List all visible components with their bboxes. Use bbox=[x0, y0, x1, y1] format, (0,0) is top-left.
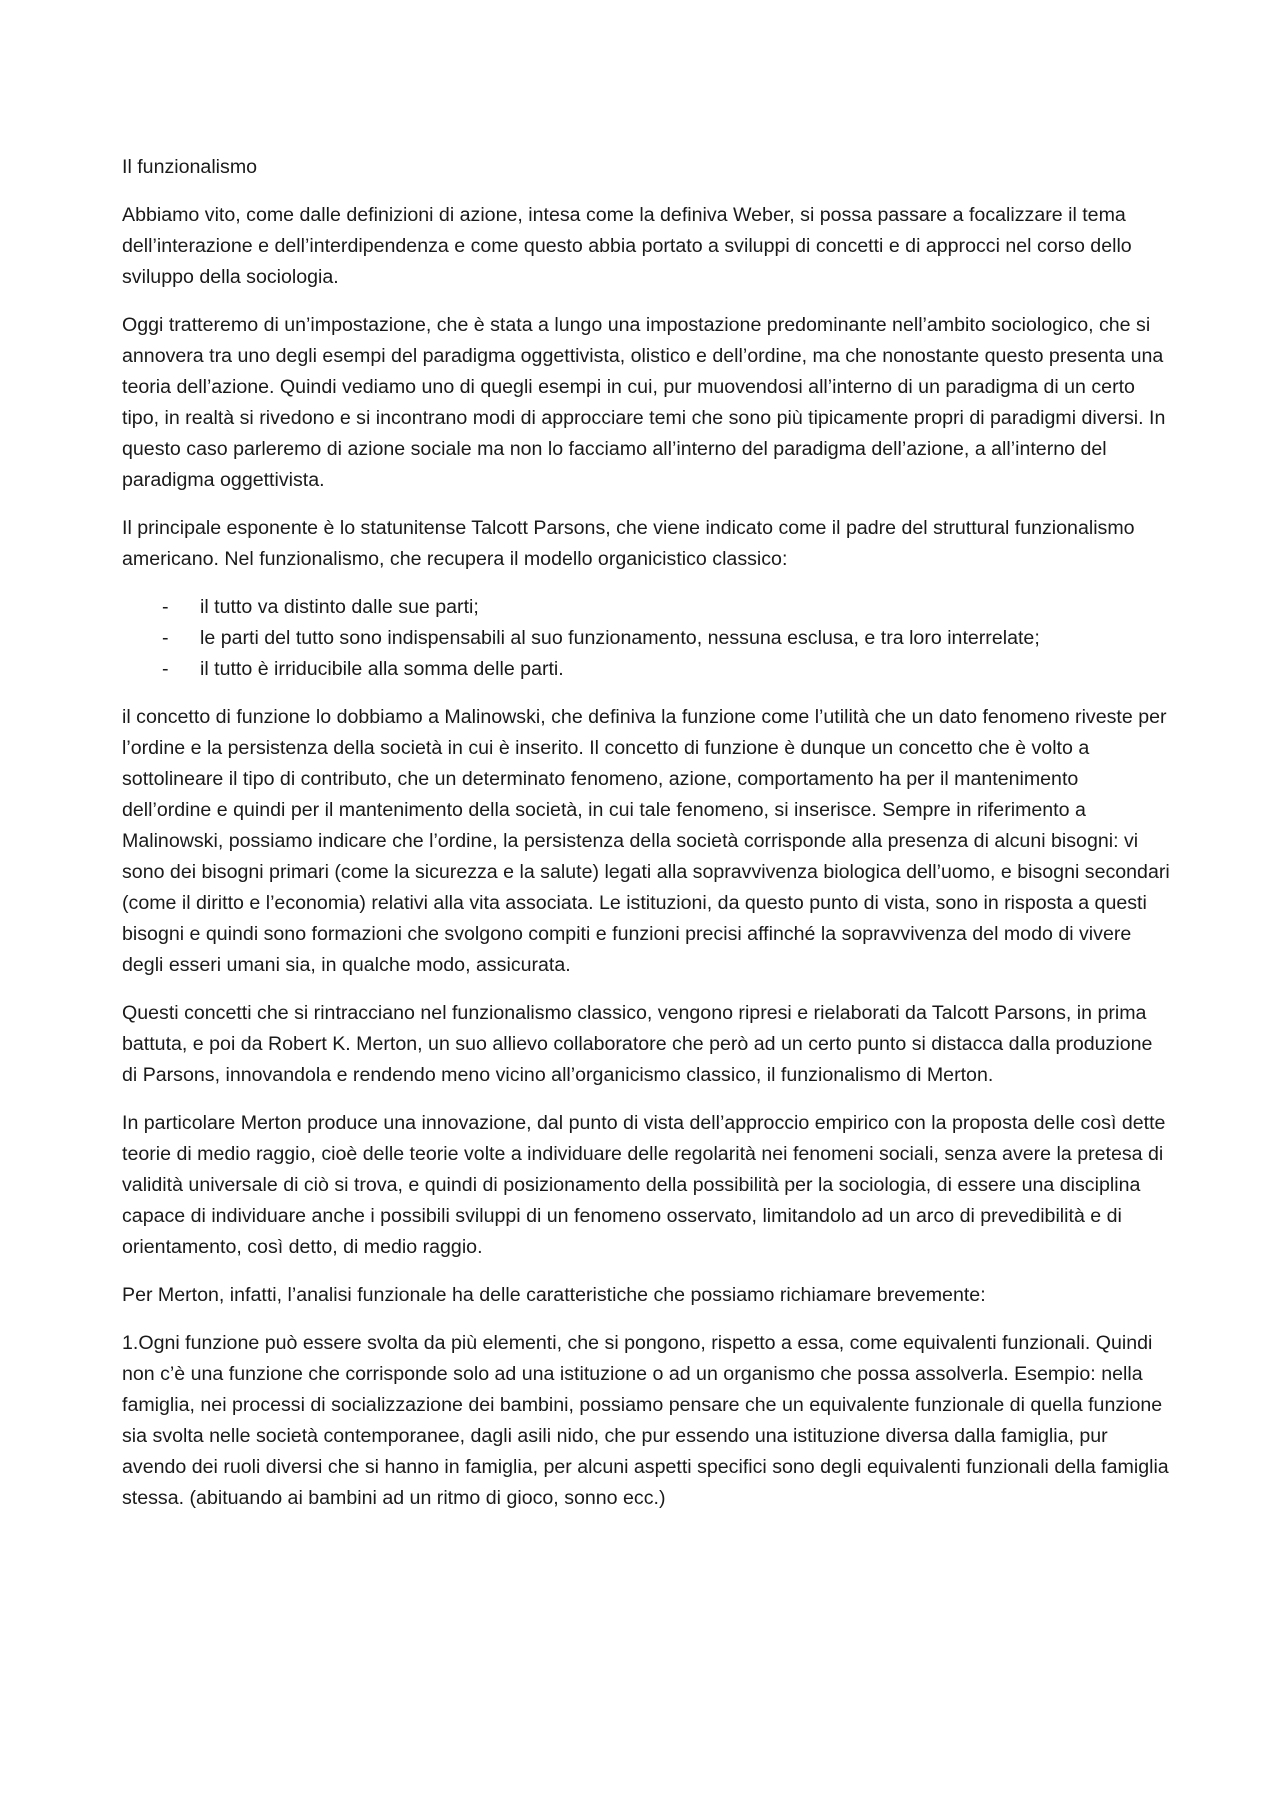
bullet-list bbox=[122, 592, 1172, 685]
paragraph-body-5: 1.Ogni funzione può essere svolta da più elementi, che si pongono, rispetto a essa, come equivalenti funzionali. Quindi non c’è una funzione che corrisponde solo ad una istituzione o ad un organismo che possa assolverla. Esempio: nella famiglia, nei processi di socializzazione dei bambini, possiamo pensare che un equivalente funzionale di quella funzione sia svolta nelle società contemporanee, dagli asili nido, che pur essendo una istituzione diversa dalla famiglia, pur avendo dei ruoli diversi che si hanno in famiglia, per alcuni aspetti specifici sono degli equivalenti funzionali della famiglia stessa. (abituando ai bambini ad un ritmo di gioco, sonno ecc.) bbox=[122, 1332, 1169, 1509]
bullet-text: il tutto va distinto dalle sue parti; bbox=[200, 596, 479, 618]
bullet-item bbox=[122, 654, 1172, 685]
document-title: Il funzionalismo bbox=[122, 156, 258, 178]
document-page bbox=[122, 152, 1172, 1531]
bullet-text: le parti del tutto sono indispensabili al suo funzionamento, nessuna esclusa, e tra loro interrelate; bbox=[200, 627, 1040, 649]
paragraph-intro-1: Abbiamo vito, come dalle definizioni di azione, intesa come la definiva Weber, si possa passare a focalizzare il tema dell’interazione e dell’interdipendenza e come questo abbia portato a sviluppi di concetti e di approcci nel corso dello sviluppo della sociologia. bbox=[122, 204, 1132, 288]
paragraph-body-3: In particolare Merton produce una innovazione, dal punto di vista dell’approccio empirico con la proposta delle così dette teorie di medio raggio, cioè delle teorie volte a individuare delle regolarità nei fenomeni sociali, senza avere la pretesa di validità universale di ciò si trova, e quindi di posizionamento della possibilità per la sociologia, di essere una disciplina capace di individuare anche i possibili sviluppi di un fenomeno osservato, limitandolo ad un arco di prevedibilità e di orientamento, così detto, di medio raggio. bbox=[122, 1112, 1166, 1258]
paragraph-body-4: Per Merton, infatti, l’analisi funzionale ha delle caratteristiche che possiamo richiamare brevemente: bbox=[122, 1284, 986, 1306]
bullet-marker: - bbox=[162, 596, 169, 618]
bullet-item bbox=[122, 623, 1172, 654]
paragraph-intro-2: Oggi tratteremo di un’impostazione, che è stata a lungo una impostazione predominante nell’ambito sociologico, che si annovera tra uno degli esempi del paradigma oggettivista, olistico e dell’ordine, ma che nonostante questo presenta una teoria dell’azione. Quindi vediamo uno di quegli esempi in cui, pur muovendosi all’interno di un paradigma di un certo tipo, in realtà si rivedono e si incontrano modi di approcciare temi che sono più tipicamente propri di paradigmi diversi. In questo caso parleremo di azione sociale ma non lo facciamo all’interno del paradigma dell’azione, a all’interno del paradigma oggettivista. bbox=[122, 314, 1166, 491]
bullet-item bbox=[122, 592, 1172, 623]
paragraph-intro-3: Il principale esponente è lo statunitense Talcott Parsons, che viene indicato come il padre del struttural funzionalismo americano. Nel funzionalismo, che recupera il modello organicistico classico: bbox=[122, 517, 1135, 570]
bullet-marker: - bbox=[162, 627, 169, 649]
bullet-marker: - bbox=[162, 658, 169, 680]
paragraph-body-2: Questi concetti che si rintracciano nel funzionalismo classico, vengono ripresi e rielaborati da Talcott Parsons, in prima battuta, e poi da Robert K. Merton, un suo allievo collaboratore che però ad un certo punto si distacca dalla produzione di Parsons, innovandola e rendendo meno vicino all’organicismo classico, il funzionalismo di Merton. bbox=[122, 1002, 1153, 1086]
bullet-text: il tutto è irriducibile alla somma delle parti. bbox=[200, 658, 564, 680]
paragraph-body-1: il concetto di funzione lo dobbiamo a Malinowski, che definiva la funzione come l’utilità che un dato fenomeno riveste per l’ordine e la persistenza della società in cui è inserito. Il concetto di funzione è dunque un concetto che è volto a sottolineare il tipo di contributo, che un determinato fenomeno, azione, comportamento ha per il mantenimento dell’ordine e quindi per il mantenimento della società, in cui tale fenomeno, si inserisce. Sempre in riferimento a Malinowski, possiamo indicare che l’ordine, la persistenza della società corrisponde alla presenza di alcuni bisogni: vi sono dei bisogni primari (come la sicurezza e la salute) legati alla sopravvivenza biologica dell’uomo, e bisogni secondari (come il diritto e l’economia) relativi alla vita associata. Le istituzioni, da questo punto di vista, sono in risposta a questi bisogni e quindi sono formazioni che svolgono compiti e funzioni precisi affinché la sopravvivenza del modo di vivere degli esseri umani sia, in qualche modo, assicurata. bbox=[122, 706, 1170, 976]
